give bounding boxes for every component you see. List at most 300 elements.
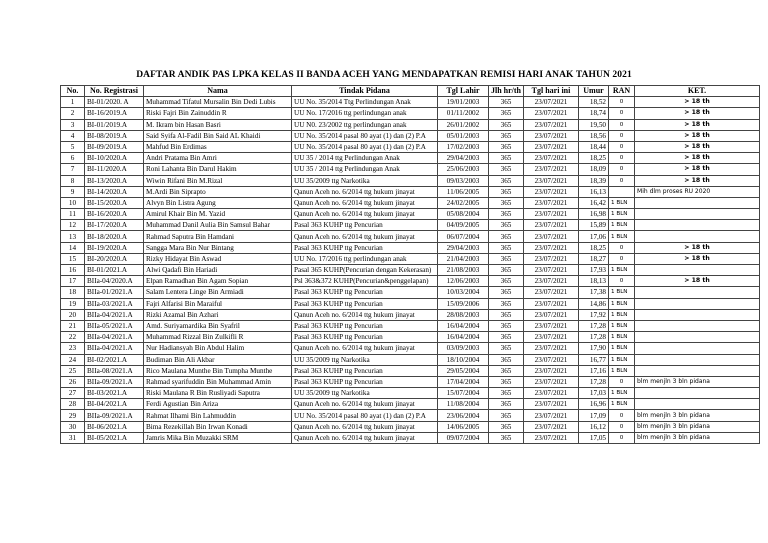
cell-pidana: Qanun Aceh no. 6/2014 ttg hukum jinayat <box>292 399 438 410</box>
table-row <box>61 130 760 141</box>
cell-ran: 1 BLN <box>609 354 635 365</box>
cell-jlh: 365 <box>489 119 524 130</box>
cell-nama: Rahmad Saputra Bin Hamdani <box>144 231 292 242</box>
cell-no: 2 <box>61 108 85 119</box>
cell-ket: > 18 th <box>635 242 760 253</box>
cell-no: 13 <box>61 231 85 242</box>
cell-lahir: 29/04/2003 <box>438 153 489 164</box>
table-row <box>61 209 760 220</box>
remisi-table <box>60 85 760 444</box>
cell-pidana: UU No. 17/2016 ttg perlindungan anak <box>292 108 438 119</box>
cell-nama: Alvyn Bin Listra Agung <box>144 197 292 208</box>
cell-nama: Rizki Azamal Bin Azhari <box>144 309 292 320</box>
cell-no: 29 <box>61 410 85 421</box>
cell-umur: 17,09 <box>579 410 609 421</box>
cell-lahir: 12/06/2003 <box>438 276 489 287</box>
cell-umur: 16,12 <box>579 421 609 432</box>
cell-lahir: 23/06/2004 <box>438 410 489 421</box>
cell-hari: 23/07/2021 <box>524 220 579 231</box>
cell-jlh: 365 <box>489 399 524 410</box>
cell-reg: BIIa-04/2020.A <box>85 276 144 287</box>
cell-nama: M. Ikram bin Hasan Basri <box>144 119 292 130</box>
cell-reg: BI-19/2020.A <box>85 242 144 253</box>
cell-jlh: 365 <box>489 332 524 343</box>
cell-ket <box>635 265 760 276</box>
cell-umur: 18,27 <box>579 253 609 264</box>
cell-reg: BI-17/2020.A <box>85 220 144 231</box>
cell-hari: 23/07/2021 <box>524 130 579 141</box>
table-row <box>61 287 760 298</box>
cell-pidana: Pasal 363 KUHP ttg Pencurian <box>292 320 438 331</box>
cell-umur: 16,77 <box>579 354 609 365</box>
cell-hari: 23/07/2021 <box>524 298 579 309</box>
cell-reg: BIIa-09/2021.A <box>85 376 144 387</box>
cell-nama: Ferdi Agustian Bin Ariza <box>144 399 292 410</box>
cell-nama: Alwi Qadafi Bin Hariadi <box>144 265 292 276</box>
cell-umur: 18,44 <box>579 141 609 152</box>
table-row <box>61 276 760 287</box>
cell-ket <box>635 399 760 410</box>
cell-no: 27 <box>61 388 85 399</box>
cell-ran: 1 BLN <box>609 209 635 220</box>
header-cell: Umur <box>579 86 609 97</box>
table-row <box>61 320 760 331</box>
cell-no: 26 <box>61 376 85 387</box>
cell-no: 17 <box>61 276 85 287</box>
cell-umur: 16,98 <box>579 209 609 220</box>
cell-pidana: Qanun Aceh no. 6/2014 ttg hukum jinayat <box>292 343 438 354</box>
cell-ran: 1 BLN <box>609 399 635 410</box>
table-row <box>61 253 760 264</box>
cell-ran: 1 BLN <box>609 365 635 376</box>
cell-ran: 0 <box>609 376 635 387</box>
cell-nama: Amd. Suriyamardika Bin Syafril <box>144 320 292 331</box>
table-row <box>61 108 760 119</box>
cell-umur: 17,28 <box>579 332 609 343</box>
header-cell: RAN <box>609 86 635 97</box>
cell-pidana: Pasal 365 KUHP(Pencurian dengan Kekerasan) <box>292 265 438 276</box>
cell-umur: 14,86 <box>579 298 609 309</box>
cell-pidana: UU 35 / 2014 ttg Perlindungan Anak <box>292 164 438 175</box>
cell-hari: 23/07/2021 <box>524 108 579 119</box>
cell-ran: 1 BLN <box>609 298 635 309</box>
cell-pidana: UU No. 35/2014 Ttg Perlindungan Anak <box>292 97 438 108</box>
cell-ran: 0 <box>609 164 635 175</box>
cell-ran: 1 BLN <box>609 220 635 231</box>
cell-pidana: Pasal 363 KUHP ttg Pencurian <box>292 376 438 387</box>
table-body <box>61 97 760 444</box>
header-cell: No. <box>61 86 85 97</box>
cell-no: 7 <box>61 164 85 175</box>
cell-ket: blm menjln 3 bln pidana <box>635 432 760 443</box>
cell-reg: BI-08/2019.A <box>85 130 144 141</box>
cell-lahir: 15/09/2006 <box>438 298 489 309</box>
cell-no: 14 <box>61 242 85 253</box>
cell-hari: 23/07/2021 <box>524 197 579 208</box>
cell-pidana: Psl 363&372 KUHP(Pencurian&penggelapan) <box>292 276 438 287</box>
cell-nama: Muhammad Rizzal Bin Zulkifli R <box>144 332 292 343</box>
cell-reg: BIIa-01/2021.A <box>85 287 144 298</box>
cell-jlh: 365 <box>489 97 524 108</box>
cell-hari: 23/07/2021 <box>524 141 579 152</box>
cell-ran: 0 <box>609 253 635 264</box>
cell-jlh: 365 <box>489 320 524 331</box>
cell-pidana: UU 35/2009 ttg Narkotika <box>292 175 438 186</box>
cell-jlh: 365 <box>489 287 524 298</box>
header-cell: No. Registrasi <box>85 86 144 97</box>
table-row <box>61 153 760 164</box>
cell-pidana: UU No. 35/2014 pasal 80 ayat (1) dan (2) P.A <box>292 130 438 141</box>
cell-reg: BI-16/2019.A <box>85 108 144 119</box>
cell-pidana: UU No. 17/2016 ttg perlindungan anak <box>292 253 438 264</box>
cell-no: 23 <box>61 343 85 354</box>
cell-no: 16 <box>61 265 85 276</box>
cell-reg: BI-09/2019.A <box>85 141 144 152</box>
cell-no: 24 <box>61 354 85 365</box>
header-cell: Tgl Lahir <box>438 86 489 97</box>
cell-nama: Rico Maulana Munthe Bin Tumpha Munthe <box>144 365 292 376</box>
cell-no: 15 <box>61 253 85 264</box>
cell-umur: 16,42 <box>579 197 609 208</box>
cell-no: 25 <box>61 365 85 376</box>
cell-ket: Mih dlm proses RU 2020 <box>635 186 760 197</box>
cell-jlh: 365 <box>489 354 524 365</box>
cell-lahir: 17/02/2003 <box>438 141 489 152</box>
cell-pidana: Pasal 363 KUHP ttg Pencurian <box>292 242 438 253</box>
cell-reg: BI-20/2020.A <box>85 253 144 264</box>
cell-no: 28 <box>61 399 85 410</box>
cell-pidana: UU No. 35/2014 pasal 80 ayat (1) dan (2) P.A <box>292 410 438 421</box>
cell-hari: 23/07/2021 <box>524 320 579 331</box>
table-row <box>61 97 760 108</box>
cell-umur: 17,16 <box>579 365 609 376</box>
cell-lahir: 01/11/2002 <box>438 108 489 119</box>
cell-reg: BI-01/2019.A <box>85 119 144 130</box>
table-row <box>61 242 760 253</box>
cell-lahir: 29/05/2004 <box>438 365 489 376</box>
cell-umur: 18,25 <box>579 153 609 164</box>
header-cell: Nama <box>144 86 292 97</box>
cell-ket <box>635 231 760 242</box>
cell-lahir: 25/06/2003 <box>438 164 489 175</box>
cell-ran: 0 <box>609 242 635 253</box>
cell-ket: > 18 th <box>635 253 760 264</box>
cell-no: 19 <box>61 298 85 309</box>
cell-umur: 18,25 <box>579 242 609 253</box>
cell-umur: 18,56 <box>579 130 609 141</box>
cell-pidana: Qanun Aceh no. 6/2014 ttg hukum jinayat <box>292 209 438 220</box>
cell-lahir: 06/07/2004 <box>438 231 489 242</box>
cell-hari: 23/07/2021 <box>524 119 579 130</box>
cell-no: 20 <box>61 309 85 320</box>
table-row <box>61 410 760 421</box>
cell-pidana: Pasal 363 KUHP ttg Pencurian <box>292 287 438 298</box>
cell-ran: 1 BLN <box>609 343 635 354</box>
cell-reg: BI-02/2021.A <box>85 354 144 365</box>
cell-ket: > 18 th <box>635 108 760 119</box>
cell-hari: 23/07/2021 <box>524 388 579 399</box>
cell-reg: BIIa-08/2021.A <box>85 365 144 376</box>
table-row <box>61 231 760 242</box>
cell-reg: BIIa-04/2021.A <box>85 309 144 320</box>
cell-no: 5 <box>61 141 85 152</box>
cell-nama: Elpan Ramadhan Bin Agam Sopian <box>144 276 292 287</box>
cell-lahir: 28/08/2003 <box>438 309 489 320</box>
cell-lahir: 16/04/2004 <box>438 332 489 343</box>
cell-ran: 1 BLN <box>609 309 635 320</box>
cell-jlh: 365 <box>489 231 524 242</box>
cell-nama: Nur Hadiansyah Bin Abdul Halim <box>144 343 292 354</box>
cell-nama: Roni Lahanta Bin Darul Hakim <box>144 164 292 175</box>
cell-ket: blm menjln 3 bln pidana <box>635 421 760 432</box>
cell-ran: 1 BLN <box>609 287 635 298</box>
cell-ran: 0 <box>609 141 635 152</box>
cell-hari: 23/07/2021 <box>524 164 579 175</box>
cell-reg: BI-13/2020.A <box>85 175 144 186</box>
cell-jlh: 365 <box>489 209 524 220</box>
cell-umur: 17,03 <box>579 388 609 399</box>
header-cell: KET. <box>635 86 760 97</box>
cell-ket <box>635 320 760 331</box>
cell-jlh: 365 <box>489 130 524 141</box>
cell-hari: 23/07/2021 <box>524 186 579 197</box>
cell-ket <box>635 287 760 298</box>
cell-ran: 1 BLN <box>609 231 635 242</box>
cell-no: 10 <box>61 197 85 208</box>
cell-no: 3 <box>61 119 85 130</box>
cell-lahir: 26/01/2002 <box>438 119 489 130</box>
cell-nama: Muhammad Tifatul Mursalin Bin Dedi Lubis <box>144 97 292 108</box>
cell-jlh: 365 <box>489 186 524 197</box>
cell-reg: BIIa-09/2021.A <box>85 410 144 421</box>
cell-umur: 17,05 <box>579 432 609 443</box>
cell-no: 30 <box>61 421 85 432</box>
cell-reg: BIIa-03/2021.A <box>85 298 144 309</box>
cell-pidana: Qanun Aceh no. 6/2014 ttg hukum jinayat <box>292 421 438 432</box>
cell-no: 1 <box>61 97 85 108</box>
cell-ket: > 18 th <box>635 175 760 186</box>
cell-reg: BIIa-04/2021.A <box>85 332 144 343</box>
cell-pidana: Qanun Aceh no. 6/2014 ttg hukum jinayat <box>292 197 438 208</box>
cell-pidana: Pasal 363 KUHP ttg Pencurian <box>292 298 438 309</box>
cell-hari: 23/07/2021 <box>524 399 579 410</box>
cell-jlh: 365 <box>489 298 524 309</box>
cell-hari: 23/07/2021 <box>524 343 579 354</box>
cell-nama: Rahmad syarifuddin Bin Muhammad Amin <box>144 376 292 387</box>
cell-ran: 0 <box>609 421 635 432</box>
cell-jlh: 365 <box>489 253 524 264</box>
cell-ran: 0 <box>609 153 635 164</box>
cell-pidana: UU 35 / 2014 ttg Perlindungan Anak <box>292 153 438 164</box>
cell-pidana: Qanun Aceh no. 6/2014 ttg hukum jinayat <box>292 432 438 443</box>
cell-reg: BI-18/2020.A <box>85 231 144 242</box>
cell-lahir: 14/06/2005 <box>438 421 489 432</box>
cell-pidana: UU 35/2009 ttg Narkotika <box>292 354 438 365</box>
cell-ket <box>635 220 760 231</box>
cell-nama: Riski Fajri Bin Zainuddin R <box>144 108 292 119</box>
cell-reg: BI-11/2020.A <box>85 164 144 175</box>
table-row <box>61 365 760 376</box>
cell-hari: 23/07/2021 <box>524 332 579 343</box>
cell-lahir: 21/04/2003 <box>438 253 489 264</box>
cell-umur: 19,50 <box>579 119 609 130</box>
cell-reg: BI-15/2020.A <box>85 197 144 208</box>
table-header-row <box>61 86 760 97</box>
cell-jlh: 365 <box>489 242 524 253</box>
cell-hari: 23/07/2021 <box>524 265 579 276</box>
cell-ran: 0 <box>609 410 635 421</box>
cell-lahir: 29/04/2003 <box>438 242 489 253</box>
cell-lahir: 11/08/2004 <box>438 399 489 410</box>
cell-lahir: 03/09/2003 <box>438 343 489 354</box>
cell-jlh: 365 <box>489 153 524 164</box>
table-row <box>61 197 760 208</box>
cell-hari: 23/07/2021 <box>524 231 579 242</box>
cell-reg: BI-10/2020.A <box>85 153 144 164</box>
cell-ket <box>635 197 760 208</box>
cell-ran: 0 <box>609 432 635 443</box>
cell-hari: 23/07/2021 <box>524 287 579 298</box>
cell-umur: 18,13 <box>579 276 609 287</box>
cell-ket <box>635 298 760 309</box>
cell-hari: 23/07/2021 <box>524 376 579 387</box>
cell-lahir: 11/06/2005 <box>438 186 489 197</box>
cell-nama: Amirul Khair Bin M. Yazid <box>144 209 292 220</box>
cell-no: 21 <box>61 320 85 331</box>
table-row <box>61 388 760 399</box>
table-row <box>61 141 760 152</box>
cell-umur: 17,92 <box>579 309 609 320</box>
cell-jlh: 365 <box>489 421 524 432</box>
cell-ket <box>635 388 760 399</box>
cell-reg: BI-01/2021.A <box>85 265 144 276</box>
cell-ran: 1 BLN <box>609 197 635 208</box>
cell-ket: > 18 th <box>635 119 760 130</box>
cell-pidana: Qanun Aceh no. 6/2014 ttg hukum jinayat <box>292 231 438 242</box>
cell-ket <box>635 365 760 376</box>
cell-jlh: 365 <box>489 197 524 208</box>
cell-lahir: 05/01/2003 <box>438 130 489 141</box>
table-row <box>61 376 760 387</box>
cell-lahir: 18/10/2004 <box>438 354 489 365</box>
cell-jlh: 365 <box>489 265 524 276</box>
cell-ket: blm menjln 3 bln pidana <box>635 376 760 387</box>
cell-ket <box>635 209 760 220</box>
cell-jlh: 365 <box>489 388 524 399</box>
cell-jlh: 365 <box>489 365 524 376</box>
cell-nama: Wiwin Rifani Bin M.Rizal <box>144 175 292 186</box>
cell-lahir: 15/07/2004 <box>438 388 489 399</box>
cell-reg: BI-16/2020.A <box>85 209 144 220</box>
header-cell: Tindak Pidana <box>292 86 438 97</box>
cell-no: 4 <box>61 130 85 141</box>
cell-jlh: 365 <box>489 309 524 320</box>
cell-pidana: UU N0. 23/2002 ttg perlindungan anak <box>292 119 438 130</box>
cell-reg: BI-14/2020.A <box>85 186 144 197</box>
cell-ran: 0 <box>609 119 635 130</box>
cell-hari: 23/07/2021 <box>524 209 579 220</box>
cell-reg: BIIa-05/2021.A <box>85 320 144 331</box>
cell-jlh: 365 <box>489 343 524 354</box>
cell-umur: 18,52 <box>579 97 609 108</box>
cell-lahir: 21/08/2003 <box>438 265 489 276</box>
cell-ran: 1 BLN <box>609 320 635 331</box>
header-cell: Jlh hr/th <box>489 86 524 97</box>
cell-lahir: 09/03/2003 <box>438 175 489 186</box>
cell-ket <box>635 332 760 343</box>
cell-hari: 23/07/2021 <box>524 410 579 421</box>
cell-hari: 23/07/2021 <box>524 432 579 443</box>
cell-nama: Fajri Alfarisi Bin Maraiful <box>144 298 292 309</box>
table-row <box>61 332 760 343</box>
table-row <box>61 119 760 130</box>
cell-hari: 23/07/2021 <box>524 421 579 432</box>
cell-nama: Andri Pratama Bin Amri <box>144 153 292 164</box>
cell-lahir: 17/04/2004 <box>438 376 489 387</box>
cell-jlh: 365 <box>489 220 524 231</box>
cell-nama: Said Syifa Al-Fadil Bin Said AL Khaidi <box>144 130 292 141</box>
cell-umur: 16,96 <box>579 399 609 410</box>
cell-nama: Rizky Hidayat Bin Aswad <box>144 253 292 264</box>
cell-reg: BI-01/2020. A <box>85 97 144 108</box>
cell-ket <box>635 354 760 365</box>
cell-pidana: Pasal 363 KUHP ttg Pencurian <box>292 365 438 376</box>
cell-ran: 0 <box>609 276 635 287</box>
cell-nama: M.Ardi Bin Siprapto <box>144 186 292 197</box>
cell-ran: 1 BLN <box>609 332 635 343</box>
table-row <box>61 186 760 197</box>
cell-no: 11 <box>61 209 85 220</box>
header-cell: Tgl hari ini <box>524 86 579 97</box>
cell-jlh: 365 <box>489 164 524 175</box>
cell-nama: Riski Maulana R Bin Rusliyadi Saputra <box>144 388 292 399</box>
table-row <box>61 421 760 432</box>
table-row <box>61 220 760 231</box>
cell-jlh: 365 <box>489 276 524 287</box>
cell-lahir: 10/03/2004 <box>438 287 489 298</box>
cell-umur: 18,39 <box>579 175 609 186</box>
cell-pidana: Pasal 363 KUHP ttg Pencurian <box>292 332 438 343</box>
cell-umur: 18,09 <box>579 164 609 175</box>
cell-ran: 0 <box>609 175 635 186</box>
cell-nama: Jamris Mika Bin Muzakki SRM <box>144 432 292 443</box>
cell-ran <box>609 186 635 197</box>
cell-hari: 23/07/2021 <box>524 97 579 108</box>
cell-ran: 0 <box>609 108 635 119</box>
table-row <box>61 432 760 443</box>
cell-pidana: UU No. 35/2014 pasal 80 ayat (1) dan (2) P.A <box>292 141 438 152</box>
cell-nama: Salam Lentera Linge Bin Armiadi <box>144 287 292 298</box>
cell-lahir: 05/08/2004 <box>438 209 489 220</box>
cell-hari: 23/07/2021 <box>524 276 579 287</box>
cell-lahir: 24/02/2005 <box>438 197 489 208</box>
cell-nama: Rahmat Ilhami Bin Lahmuddin <box>144 410 292 421</box>
cell-hari: 23/07/2021 <box>524 309 579 320</box>
cell-lahir: 09/07/2004 <box>438 432 489 443</box>
table-row <box>61 175 760 186</box>
table-row <box>61 265 760 276</box>
cell-ket: > 18 th <box>635 130 760 141</box>
cell-pidana: Qanun Aceh no. 6/2014 ttg hukum jinayat <box>292 309 438 320</box>
cell-umur: 17,06 <box>579 231 609 242</box>
cell-umur: 17,93 <box>579 265 609 276</box>
cell-pidana: Qanun Aceh no. 6/2014 ttg hukum jinayat <box>292 186 438 197</box>
cell-ket: > 18 th <box>635 276 760 287</box>
cell-lahir: 04/09/2005 <box>438 220 489 231</box>
cell-umur: 16,13 <box>579 186 609 197</box>
table-row <box>61 343 760 354</box>
cell-nama: Mahfud Bin Erdimas <box>144 141 292 152</box>
